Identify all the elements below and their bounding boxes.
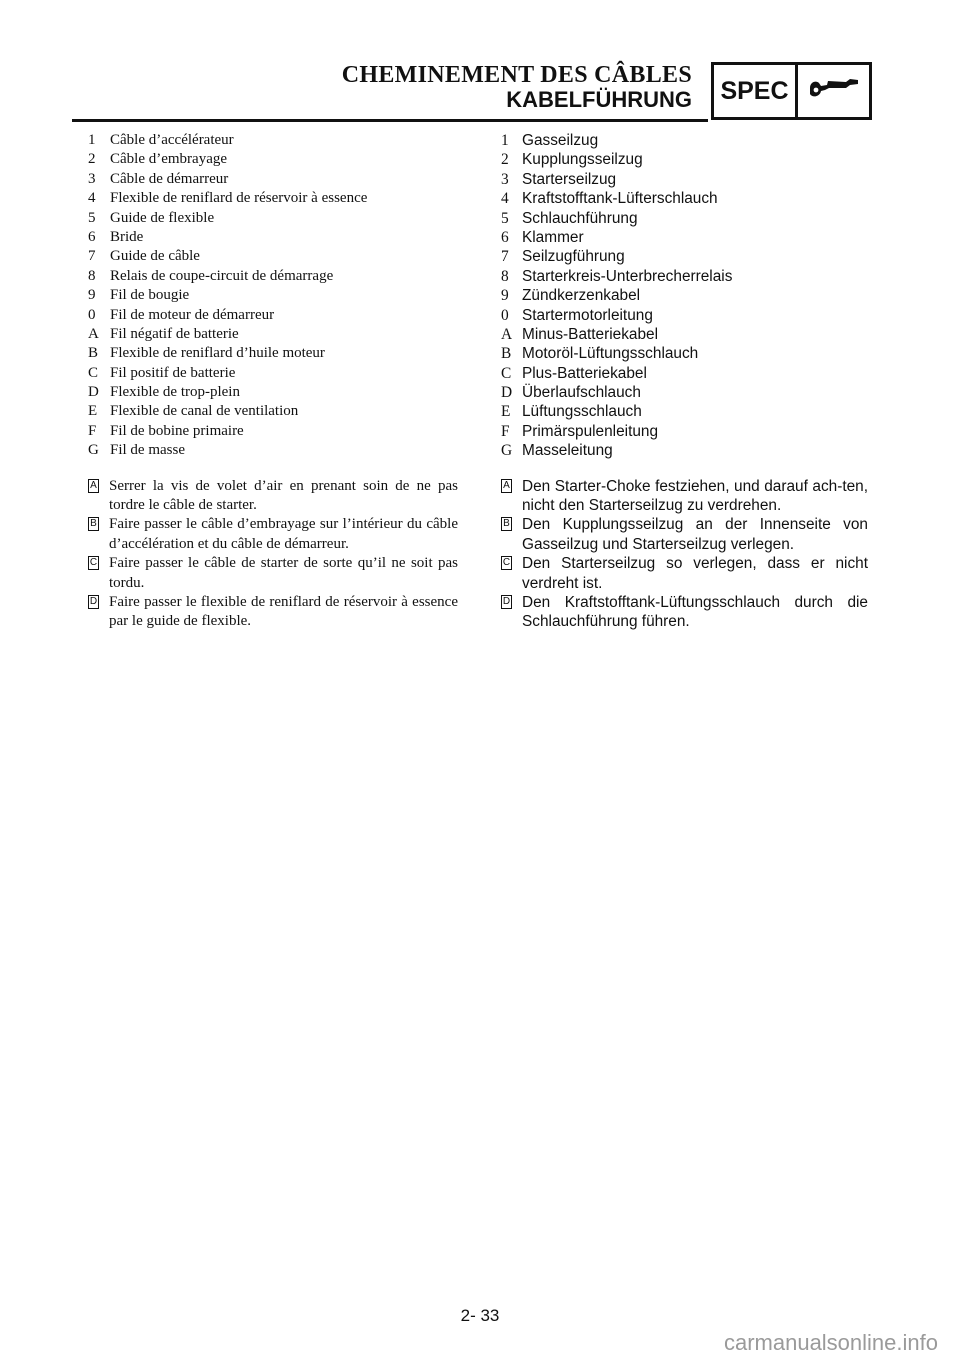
watermark: carmanualsonline.info [723,1330,938,1355]
item-number: E [501,403,511,421]
note-marker: C [89,557,98,569]
item-number: 2 [501,151,509,169]
item-number: 9 [88,287,96,304]
item-number: 0 [501,306,509,324]
item-text: Guide de câble [110,248,200,265]
item-text: Starterkreis-Unterbrecherrelais [522,267,733,285]
item-number: A [501,325,513,343]
item-text: Relais de coupe-circuit de démarrage [110,267,334,284]
item-number: F [88,422,97,439]
item-text: Fil négatif de batterie [110,325,239,342]
spec-label: SPEC [714,65,798,117]
item-text: Startermotorleitung [522,306,653,324]
item-text: Motoröl-Lüftungsschlauch [522,345,699,363]
item-number: A [88,325,99,342]
section-title-german: KABELFÜHRUNG [506,87,692,112]
list-item [501,170,868,189]
section-title-french: CHEMINEMENT DES CÂBLES [341,62,692,88]
page-header [0,0,960,130]
item-number: 5 [88,209,96,226]
note-text: Den Starterseilzug so verlegen, dass er nicht verdreht ist. [522,555,868,592]
note-text: Den Starter-Choke festziehen, und darauf ach-ten, nicht den Starterseilzug zu verdrehen. [522,477,868,515]
list-item [501,402,868,421]
item-text: Starterseilzug [522,170,617,188]
list-item [88,209,458,228]
list-item [501,209,868,228]
item-text: Überlaufschlauch [522,384,641,402]
item-text: Fil de bobine primaire [110,422,244,439]
item-number: G [88,442,99,459]
item-text: Kupplungsseilzug [522,151,643,169]
french-legend [88,131,458,461]
list-item [501,422,868,441]
french-column [88,131,458,632]
list-item [88,189,458,208]
note-text: Den Kupplungsseilzug an der Innenseite von Gasseilzug und Starterseilzug verlegen. [522,516,868,553]
item-number: G [501,442,513,460]
note-item [501,477,868,516]
list-item [501,325,868,344]
french-notes [88,477,458,632]
item-text: Flexible de trop-plein [110,384,240,401]
note-item [88,593,458,632]
header-rule [72,119,708,122]
note-marker: A [88,479,99,493]
item-text: Gasseilzug [522,132,599,149]
list-item [88,170,458,189]
list-item [88,247,458,266]
list-item [88,364,458,383]
item-text: Bride [110,228,144,245]
list-item [501,441,868,460]
item-text: Minus-Batteriekabel [522,325,659,343]
german-column [501,131,868,632]
item-number: 5 [501,209,509,227]
spec-badge [711,62,872,120]
note-text: Serrer la vis de volet d’air en prenant soin de ne pas tordre le câble de starter. [109,477,458,514]
note-marker: D [89,596,98,608]
list-item [88,344,458,363]
item-number: C [88,364,99,381]
list-item [501,383,868,402]
item-text: Primärspulenleitung [522,422,659,440]
item-number: F [501,422,510,440]
item-number: 7 [501,248,509,266]
item-number: 1 [88,132,96,148]
note-text: Den Kraftstofftank-Lüftungsschlauch durch die Schlauchführung führen. [522,594,868,631]
note-text: Faire passer le câble d’embrayage sur l’intérieur du câble d’accélération et du câble de démarreur. [109,516,458,552]
item-number: E [88,403,98,420]
note-item [88,515,458,554]
list-item [501,286,868,305]
item-text: Flexible de reniflard de réservoir à essence [110,190,368,207]
item-number: 2 [88,151,96,168]
item-number: 8 [88,267,96,284]
note-marker: B [88,517,99,531]
item-text: Câble de démarreur [110,170,229,187]
item-text: Masseleitung [522,442,613,460]
item-text: Fil positif de batterie [110,364,236,381]
item-number: 1 [501,132,509,149]
item-text: Plus-Batteriekabel [522,364,647,382]
note-item [88,554,458,593]
list-item [501,306,868,325]
wrench-icon [798,65,869,117]
item-text: Fil de masse [110,442,185,459]
list-item [501,189,868,208]
item-text: Zündkerzenkabel [522,287,641,305]
list-item [501,228,868,247]
list-item [501,267,868,286]
item-text: Fil de moteur de démarreur [110,306,275,323]
note-marker: A [501,479,512,493]
item-text: Câble d’accélérateur [110,132,234,148]
list-item [88,306,458,325]
item-number: 3 [501,170,509,188]
item-text: Seilzugführung [522,248,625,266]
item-text: Guide de flexible [110,209,215,226]
note-item [501,593,868,632]
list-item [88,441,458,460]
list-item [88,131,458,150]
list-item [88,267,458,286]
note-text: Faire passer le flexible de reniflard de réservoir à essence par le guide de flexible. [109,594,458,630]
item-number: D [501,384,513,402]
item-number: B [88,345,99,362]
item-number: B [501,345,512,363]
list-item [88,286,458,305]
list-item [501,364,868,383]
item-number: 4 [501,190,509,208]
note-marker: C [502,557,511,569]
list-item [88,325,458,344]
item-number: 8 [501,267,509,285]
list-item [501,344,868,363]
item-text: Flexible de reniflard d’huile moteur [110,345,325,362]
page-number: 2- 33 [460,1306,500,1325]
item-text: Fil de bougie [110,287,190,304]
item-text: Klammer [522,228,584,246]
note-marker: D [502,596,511,608]
item-number: 6 [88,228,96,245]
list-item [88,383,458,402]
item-text: Câble d’embrayage [110,151,228,168]
list-item [88,228,458,247]
list-item [88,422,458,441]
note-item [501,515,868,554]
list-item [501,247,868,266]
item-number: C [501,364,512,382]
item-text: Lüftungsschlauch [522,403,642,421]
item-text: Kraftstofftank-Lüfterschlauch [522,190,718,208]
list-item [501,150,868,169]
german-legend [501,131,868,461]
item-text: Flexible de canal de ventilation [110,403,299,420]
list-item [88,150,458,169]
item-number: 7 [88,248,96,265]
item-number: D [88,384,99,401]
note-text: Faire passer le câble de starter de sorte qu’il ne soit pas tordu. [109,555,458,591]
note-item [88,477,458,516]
item-number: 0 [88,306,96,323]
note-item [501,554,868,593]
item-number: 4 [88,190,96,207]
item-number: 9 [501,287,509,305]
item-text: Schlauchführung [522,209,638,227]
list-item [501,131,868,150]
list-item [88,402,458,421]
note-marker: B [501,517,512,531]
german-notes [501,477,868,632]
item-number: 3 [88,170,96,187]
item-number: 6 [501,228,509,246]
